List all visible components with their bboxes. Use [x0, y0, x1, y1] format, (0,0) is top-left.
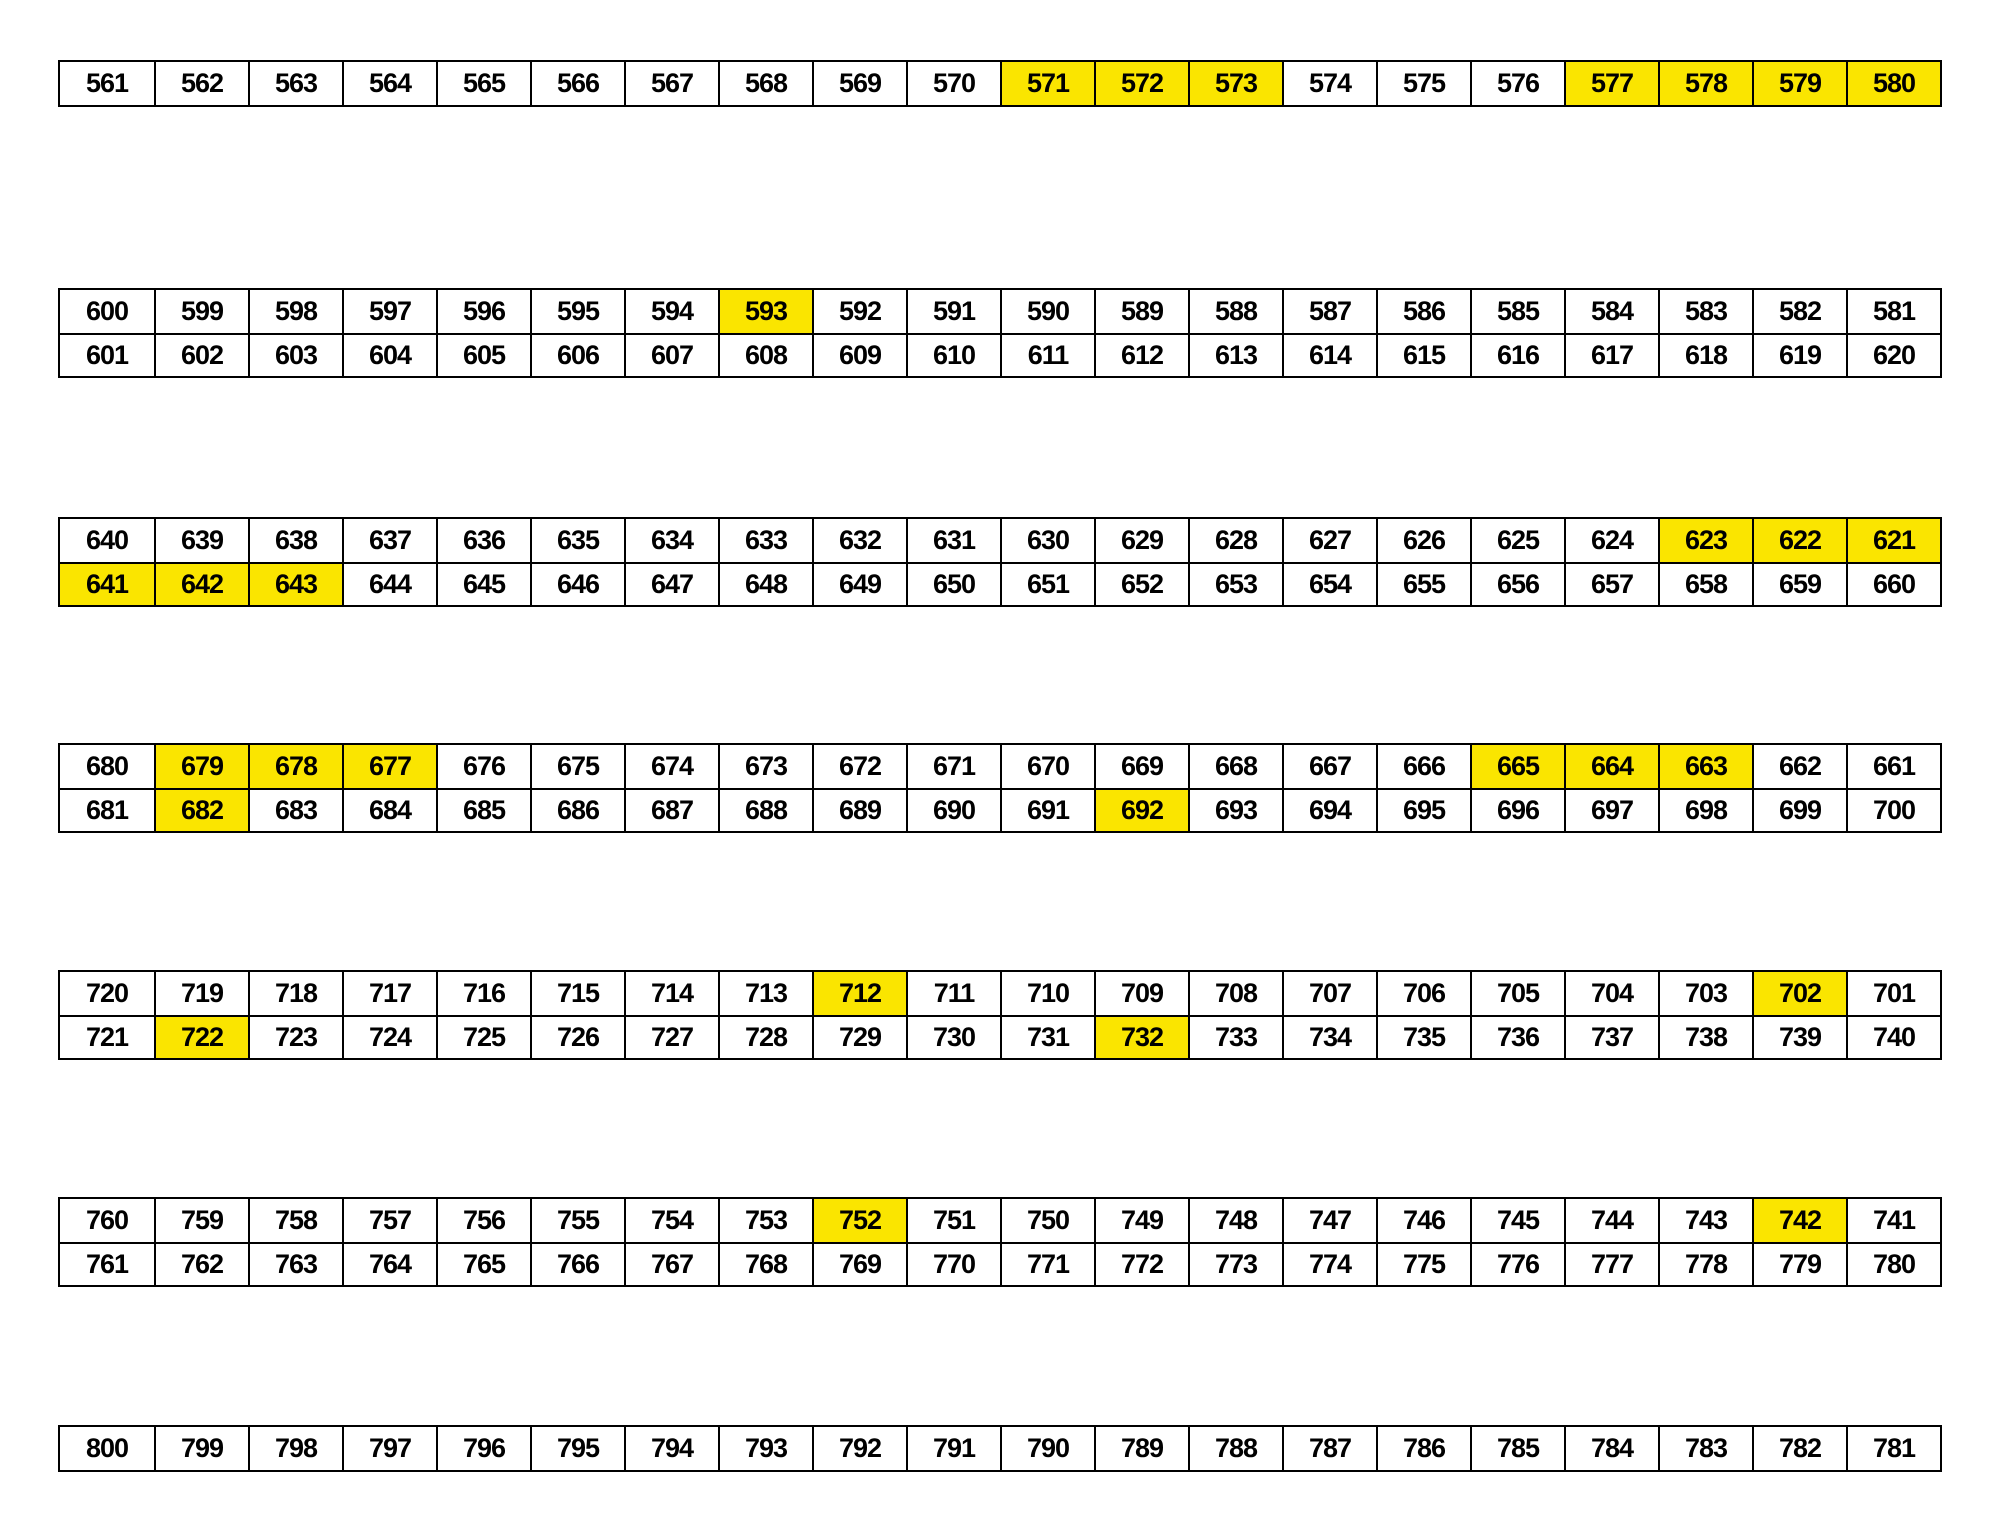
- number-cell-567: 567: [624, 62, 718, 105]
- number-cell-753: 753: [718, 1199, 812, 1242]
- number-cell-657: 657: [1564, 562, 1658, 605]
- number-cell-710: 710: [1000, 972, 1094, 1015]
- number-cell-661: 661: [1846, 745, 1940, 788]
- number-cell-623: 623: [1658, 519, 1752, 562]
- number-band-621-660: [58, 517, 1942, 607]
- number-cell-620: 620: [1846, 333, 1940, 376]
- number-cell-795: 795: [530, 1427, 624, 1470]
- number-cell-589: 589: [1094, 290, 1188, 333]
- number-cell-729: 729: [812, 1015, 906, 1058]
- number-cell-713: 713: [718, 972, 812, 1015]
- number-row: [60, 62, 1940, 105]
- number-cell-644: 644: [342, 562, 436, 605]
- number-cell-658: 658: [1658, 562, 1752, 605]
- number-cell-643: 643: [248, 562, 342, 605]
- number-cell-689: 689: [812, 788, 906, 831]
- number-cell-645: 645: [436, 562, 530, 605]
- number-cell-587: 587: [1282, 290, 1376, 333]
- number-cell-745: 745: [1470, 1199, 1564, 1242]
- number-cell-594: 594: [624, 290, 718, 333]
- number-cell-659: 659: [1752, 562, 1846, 605]
- number-cell-727: 727: [624, 1015, 718, 1058]
- number-cell-579: 579: [1752, 62, 1846, 105]
- number-cell-652: 652: [1094, 562, 1188, 605]
- number-cell-796: 796: [436, 1427, 530, 1470]
- number-cell-721: 721: [60, 1015, 154, 1058]
- number-cell-608: 608: [718, 333, 812, 376]
- number-cell-719: 719: [154, 972, 248, 1015]
- number-band-661-700: [58, 743, 1942, 833]
- number-cell-566: 566: [530, 62, 624, 105]
- number-cell-765: 765: [436, 1242, 530, 1285]
- number-cell-630: 630: [1000, 519, 1094, 562]
- number-cell-625: 625: [1470, 519, 1564, 562]
- number-band-701-740: [58, 970, 1942, 1060]
- number-cell-687: 687: [624, 788, 718, 831]
- number-row: [60, 562, 1940, 605]
- number-cell-791: 791: [906, 1427, 1000, 1470]
- number-cell-564: 564: [342, 62, 436, 105]
- number-cell-772: 772: [1094, 1242, 1188, 1285]
- number-cell-776: 776: [1470, 1242, 1564, 1285]
- number-cell-649: 649: [812, 562, 906, 605]
- number-cell-651: 651: [1000, 562, 1094, 605]
- number-cell-693: 693: [1188, 788, 1282, 831]
- number-cell-749: 749: [1094, 1199, 1188, 1242]
- number-cell-682: 682: [154, 788, 248, 831]
- number-cell-678: 678: [248, 745, 342, 788]
- number-cell-722: 722: [154, 1015, 248, 1058]
- number-cell-720: 720: [60, 972, 154, 1015]
- number-cell-773: 773: [1188, 1242, 1282, 1285]
- number-cell-723: 723: [248, 1015, 342, 1058]
- number-cell-666: 666: [1376, 745, 1470, 788]
- number-cell-733: 733: [1188, 1015, 1282, 1058]
- number-cell-760: 760: [60, 1199, 154, 1242]
- number-cell-624: 624: [1564, 519, 1658, 562]
- number-cell-568: 568: [718, 62, 812, 105]
- number-cell-774: 774: [1282, 1242, 1376, 1285]
- number-cell-799: 799: [154, 1427, 248, 1470]
- number-cell-752: 752: [812, 1199, 906, 1242]
- number-cell-737: 737: [1564, 1015, 1658, 1058]
- number-band-741-780: [58, 1197, 1942, 1287]
- number-cell-600: 600: [60, 290, 154, 333]
- number-cell-790: 790: [1000, 1427, 1094, 1470]
- number-cell-593: 593: [718, 290, 812, 333]
- number-cell-740: 740: [1846, 1015, 1940, 1058]
- number-row: [60, 333, 1940, 376]
- number-cell-635: 635: [530, 519, 624, 562]
- number-band-561-580: [58, 60, 1942, 107]
- number-row: [60, 1427, 1940, 1470]
- number-cell-702: 702: [1752, 972, 1846, 1015]
- number-cell-668: 668: [1188, 745, 1282, 788]
- number-cell-779: 779: [1752, 1242, 1846, 1285]
- number-cell-631: 631: [906, 519, 1000, 562]
- number-cell-775: 775: [1376, 1242, 1470, 1285]
- number-cell-715: 715: [530, 972, 624, 1015]
- number-cell-763: 763: [248, 1242, 342, 1285]
- number-cell-793: 793: [718, 1427, 812, 1470]
- number-cell-662: 662: [1752, 745, 1846, 788]
- number-cell-671: 671: [906, 745, 1000, 788]
- number-cell-736: 736: [1470, 1015, 1564, 1058]
- number-cell-633: 633: [718, 519, 812, 562]
- number-cell-654: 654: [1282, 562, 1376, 605]
- number-cell-576: 576: [1470, 62, 1564, 105]
- number-cell-750: 750: [1000, 1199, 1094, 1242]
- number-cell-614: 614: [1282, 333, 1376, 376]
- number-cell-766: 766: [530, 1242, 624, 1285]
- number-cell-675: 675: [530, 745, 624, 788]
- number-cell-704: 704: [1564, 972, 1658, 1015]
- number-cell-647: 647: [624, 562, 718, 605]
- number-cell-706: 706: [1376, 972, 1470, 1015]
- number-cell-699: 699: [1752, 788, 1846, 831]
- number-cell-680: 680: [60, 745, 154, 788]
- number-cell-732: 732: [1094, 1015, 1188, 1058]
- number-cell-730: 730: [906, 1015, 1000, 1058]
- number-cell-650: 650: [906, 562, 1000, 605]
- number-cell-615: 615: [1376, 333, 1470, 376]
- number-cell-663: 663: [1658, 745, 1752, 788]
- number-cell-640: 640: [60, 519, 154, 562]
- number-row: [60, 519, 1940, 562]
- number-cell-616: 616: [1470, 333, 1564, 376]
- number-cell-627: 627: [1282, 519, 1376, 562]
- number-cell-767: 767: [624, 1242, 718, 1285]
- number-cell-780: 780: [1846, 1242, 1940, 1285]
- number-cell-569: 569: [812, 62, 906, 105]
- number-cell-578: 578: [1658, 62, 1752, 105]
- number-cell-716: 716: [436, 972, 530, 1015]
- number-band-781-800: [58, 1425, 1942, 1472]
- number-cell-597: 597: [342, 290, 436, 333]
- number-cell-586: 586: [1376, 290, 1470, 333]
- number-cell-718: 718: [248, 972, 342, 1015]
- number-cell-585: 585: [1470, 290, 1564, 333]
- number-cell-684: 684: [342, 788, 436, 831]
- number-cell-717: 717: [342, 972, 436, 1015]
- number-cell-696: 696: [1470, 788, 1564, 831]
- number-cell-686: 686: [530, 788, 624, 831]
- number-cell-784: 784: [1564, 1427, 1658, 1470]
- number-cell-726: 726: [530, 1015, 624, 1058]
- number-cell-742: 742: [1752, 1199, 1846, 1242]
- number-cell-728: 728: [718, 1015, 812, 1058]
- number-cell-761: 761: [60, 1242, 154, 1285]
- number-cell-574: 574: [1282, 62, 1376, 105]
- number-cell-690: 690: [906, 788, 1000, 831]
- number-cell-759: 759: [154, 1199, 248, 1242]
- number-cell-622: 622: [1752, 519, 1846, 562]
- number-cell-800: 800: [60, 1427, 154, 1470]
- number-cell-626: 626: [1376, 519, 1470, 562]
- number-cell-665: 665: [1470, 745, 1564, 788]
- number-cell-613: 613: [1188, 333, 1282, 376]
- number-cell-588: 588: [1188, 290, 1282, 333]
- number-cell-778: 778: [1658, 1242, 1752, 1285]
- number-cell-667: 667: [1282, 745, 1376, 788]
- number-cell-725: 725: [436, 1015, 530, 1058]
- number-cell-787: 787: [1282, 1427, 1376, 1470]
- number-cell-573: 573: [1188, 62, 1282, 105]
- number-cell-611: 611: [1000, 333, 1094, 376]
- number-cell-577: 577: [1564, 62, 1658, 105]
- number-row: [60, 972, 1940, 1015]
- number-cell-744: 744: [1564, 1199, 1658, 1242]
- number-cell-598: 598: [248, 290, 342, 333]
- number-row: [60, 1015, 1940, 1058]
- number-cell-731: 731: [1000, 1015, 1094, 1058]
- number-cell-664: 664: [1564, 745, 1658, 788]
- number-cell-781: 781: [1846, 1427, 1940, 1470]
- number-cell-748: 748: [1188, 1199, 1282, 1242]
- number-cell-676: 676: [436, 745, 530, 788]
- number-cell-785: 785: [1470, 1427, 1564, 1470]
- number-cell-758: 758: [248, 1199, 342, 1242]
- number-cell-681: 681: [60, 788, 154, 831]
- number-cell-646: 646: [530, 562, 624, 605]
- number-cell-628: 628: [1188, 519, 1282, 562]
- number-cell-705: 705: [1470, 972, 1564, 1015]
- number-cell-603: 603: [248, 333, 342, 376]
- number-cell-724: 724: [342, 1015, 436, 1058]
- number-cell-756: 756: [436, 1199, 530, 1242]
- number-row: [60, 745, 1940, 788]
- number-cell-734: 734: [1282, 1015, 1376, 1058]
- number-cell-565: 565: [436, 62, 530, 105]
- number-cell-610: 610: [906, 333, 1000, 376]
- number-cell-612: 612: [1094, 333, 1188, 376]
- number-cell-619: 619: [1752, 333, 1846, 376]
- number-band-581-620: [58, 288, 1942, 378]
- number-cell-674: 674: [624, 745, 718, 788]
- number-cell-632: 632: [812, 519, 906, 562]
- number-cell-584: 584: [1564, 290, 1658, 333]
- number-cell-575: 575: [1376, 62, 1470, 105]
- number-cell-697: 697: [1564, 788, 1658, 831]
- number-cell-591: 591: [906, 290, 1000, 333]
- number-cell-741: 741: [1846, 1199, 1940, 1242]
- number-cell-711: 711: [906, 972, 1000, 1015]
- number-cell-762: 762: [154, 1242, 248, 1285]
- number-cell-708: 708: [1188, 972, 1282, 1015]
- number-cell-783: 783: [1658, 1427, 1752, 1470]
- number-cell-581: 581: [1846, 290, 1940, 333]
- number-cell-735: 735: [1376, 1015, 1470, 1058]
- number-cell-642: 642: [154, 562, 248, 605]
- number-cell-596: 596: [436, 290, 530, 333]
- number-cell-701: 701: [1846, 972, 1940, 1015]
- number-cell-688: 688: [718, 788, 812, 831]
- number-cell-692: 692: [1094, 788, 1188, 831]
- number-cell-639: 639: [154, 519, 248, 562]
- number-cell-769: 769: [812, 1242, 906, 1285]
- number-cell-764: 764: [342, 1242, 436, 1285]
- number-cell-792: 792: [812, 1427, 906, 1470]
- number-cell-703: 703: [1658, 972, 1752, 1015]
- number-cell-794: 794: [624, 1427, 718, 1470]
- number-cell-709: 709: [1094, 972, 1188, 1015]
- number-cell-757: 757: [342, 1199, 436, 1242]
- number-cell-677: 677: [342, 745, 436, 788]
- number-row: [60, 788, 1940, 831]
- number-cell-700: 700: [1846, 788, 1940, 831]
- number-row: [60, 290, 1940, 333]
- number-cell-570: 570: [906, 62, 1000, 105]
- number-cell-561: 561: [60, 62, 154, 105]
- number-cell-648: 648: [718, 562, 812, 605]
- number-cell-712: 712: [812, 972, 906, 1015]
- number-cell-609: 609: [812, 333, 906, 376]
- number-cell-601: 601: [60, 333, 154, 376]
- number-cell-770: 770: [906, 1242, 1000, 1285]
- number-cell-653: 653: [1188, 562, 1282, 605]
- number-cell-563: 563: [248, 62, 342, 105]
- number-cell-685: 685: [436, 788, 530, 831]
- number-cell-798: 798: [248, 1427, 342, 1470]
- number-cell-590: 590: [1000, 290, 1094, 333]
- number-cell-714: 714: [624, 972, 718, 1015]
- number-cell-595: 595: [530, 290, 624, 333]
- number-cell-670: 670: [1000, 745, 1094, 788]
- number-row: [60, 1242, 1940, 1285]
- number-cell-746: 746: [1376, 1199, 1470, 1242]
- number-cell-768: 768: [718, 1242, 812, 1285]
- number-cell-636: 636: [436, 519, 530, 562]
- number-cell-617: 617: [1564, 333, 1658, 376]
- number-cell-572: 572: [1094, 62, 1188, 105]
- number-cell-607: 607: [624, 333, 718, 376]
- number-cell-655: 655: [1376, 562, 1470, 605]
- number-cell-618: 618: [1658, 333, 1752, 376]
- number-cell-592: 592: [812, 290, 906, 333]
- number-cell-641: 641: [60, 562, 154, 605]
- number-cell-698: 698: [1658, 788, 1752, 831]
- number-cell-621: 621: [1846, 519, 1940, 562]
- number-cell-739: 739: [1752, 1015, 1846, 1058]
- number-cell-786: 786: [1376, 1427, 1470, 1470]
- number-cell-604: 604: [342, 333, 436, 376]
- number-cell-562: 562: [154, 62, 248, 105]
- number-cell-629: 629: [1094, 519, 1188, 562]
- number-cell-638: 638: [248, 519, 342, 562]
- number-cell-771: 771: [1000, 1242, 1094, 1285]
- number-cell-707: 707: [1282, 972, 1376, 1015]
- number-cell-672: 672: [812, 745, 906, 788]
- number-cell-660: 660: [1846, 562, 1940, 605]
- number-cell-694: 694: [1282, 788, 1376, 831]
- number-cell-602: 602: [154, 333, 248, 376]
- number-cell-605: 605: [436, 333, 530, 376]
- number-cell-656: 656: [1470, 562, 1564, 605]
- number-cell-797: 797: [342, 1427, 436, 1470]
- number-cell-695: 695: [1376, 788, 1470, 831]
- number-cell-582: 582: [1752, 290, 1846, 333]
- number-cell-782: 782: [1752, 1427, 1846, 1470]
- number-cell-751: 751: [906, 1199, 1000, 1242]
- number-cell-789: 789: [1094, 1427, 1188, 1470]
- number-cell-788: 788: [1188, 1427, 1282, 1470]
- number-cell-755: 755: [530, 1199, 624, 1242]
- number-cell-691: 691: [1000, 788, 1094, 831]
- number-cell-634: 634: [624, 519, 718, 562]
- number-cell-754: 754: [624, 1199, 718, 1242]
- number-cell-679: 679: [154, 745, 248, 788]
- number-cell-571: 571: [1000, 62, 1094, 105]
- number-cell-606: 606: [530, 333, 624, 376]
- number-cell-683: 683: [248, 788, 342, 831]
- number-cell-673: 673: [718, 745, 812, 788]
- number-cell-580: 580: [1846, 62, 1940, 105]
- number-cell-583: 583: [1658, 290, 1752, 333]
- number-cell-777: 777: [1564, 1242, 1658, 1285]
- number-row: [60, 1199, 1940, 1242]
- number-cell-637: 637: [342, 519, 436, 562]
- number-cell-669: 669: [1094, 745, 1188, 788]
- number-cell-743: 743: [1658, 1199, 1752, 1242]
- number-cell-599: 599: [154, 290, 248, 333]
- number-cell-738: 738: [1658, 1015, 1752, 1058]
- number-cell-747: 747: [1282, 1199, 1376, 1242]
